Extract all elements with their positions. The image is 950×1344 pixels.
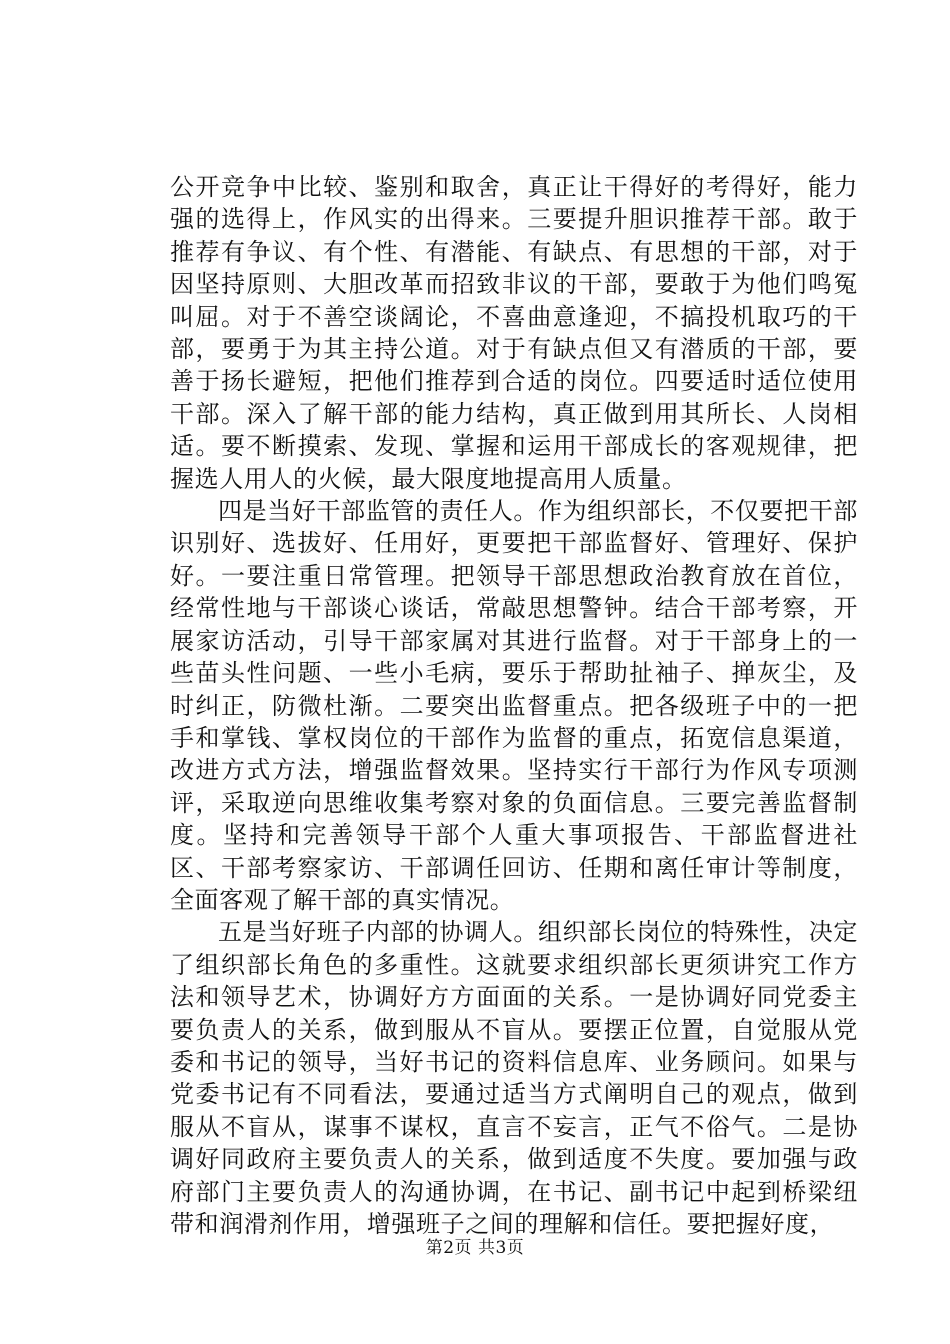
paragraph-team-coordination: 五是当好班子内部的协调人。组织部长岗位的特殊性，决定了组织部长角色的多重性。这就要求组织部长更须讲究工作方法和领导艺术，协调好方方面面的关系。一是协调好同党委主要负责人的关系，做到服从不盲从。要摆正位置，自觉服从党委和书记的领导，当好书记的资料信息库、业务顾问。如果与党委书记有不同看法，要通过适当方式阐明自己的观点，做到服从不盲从，谋事不谋权，直言不妄言，正气不俗气。二是协调好同政府主要负责人的关系，做到适度不失度。要加强与政府部门主要负责人的沟通协调，在书记、副书记中起到桥梁纽带和润滑剂作用，增强班子之间的理解和信任。要把握好度， <box>170 918 858 1238</box>
body-text <box>170 171 858 1240</box>
paragraph-cadre-supervision: 四是当好干部监管的责任人。作为组织部长，不仅要把干部识别好、选拔好、任用好，更要把干部监督好、管理好、保护好。一要注重日常管理。把领导干部思想政治教育放在首位，经常性地与干部谈心谈话，常敲思想警钟。结合干部考察，开展家访活动，引导干部家属对其进行监督。对于干部身上的一些苗头性问题、一些小毛病，要乐于帮助扯袖子、掸灰尘，及时纠正，防微杜渐。二要突出监督重点。把各级班子中的一把手和掌钱、掌权岗位的干部作为监督的重点，拓宽信息渠道，改进方式方法，增强监督效果。坚持实行干部行为作风专项测评，采取逆向思维收集考察对象的负面信息。三要完善监督制度。坚持和完善领导干部个人重大事项报告、干部监督进社区、干部考察家访、干部调任回访、任期和离任审计等制度，全面客观了解干部的真实情况。 <box>170 497 858 914</box>
paragraph-continuation: 公开竞争中比较、鉴别和取舍，真正让干得好的考得好，能力强的选得上，作风实的出得来。三要提升胆识推荐干部。敢于推荐有争议、有个性、有潜能、有缺点、有思想的干部，对于因坚持原则、大胆改革而招致非议的干部，要敢于为他们鸣冤叫屈。对于不善空谈阔论，不喜曲意逢迎，不搞投机取巧的干部，要勇于为其主持公道。对于有缺点但又有潜质的干部，要善于扬长避短，把他们推荐到合适的岗位。四要适时适位使用干部。深入了解干部的能力结构，真正做到用其所长、人岗相适。要不断摸索、发现、掌握和运用干部成长的客观规律，把握选人用人的火候，最大限度地提高用人质量。 <box>170 173 858 493</box>
page-footer: 第2页 共3页 <box>425 1238 525 1258</box>
